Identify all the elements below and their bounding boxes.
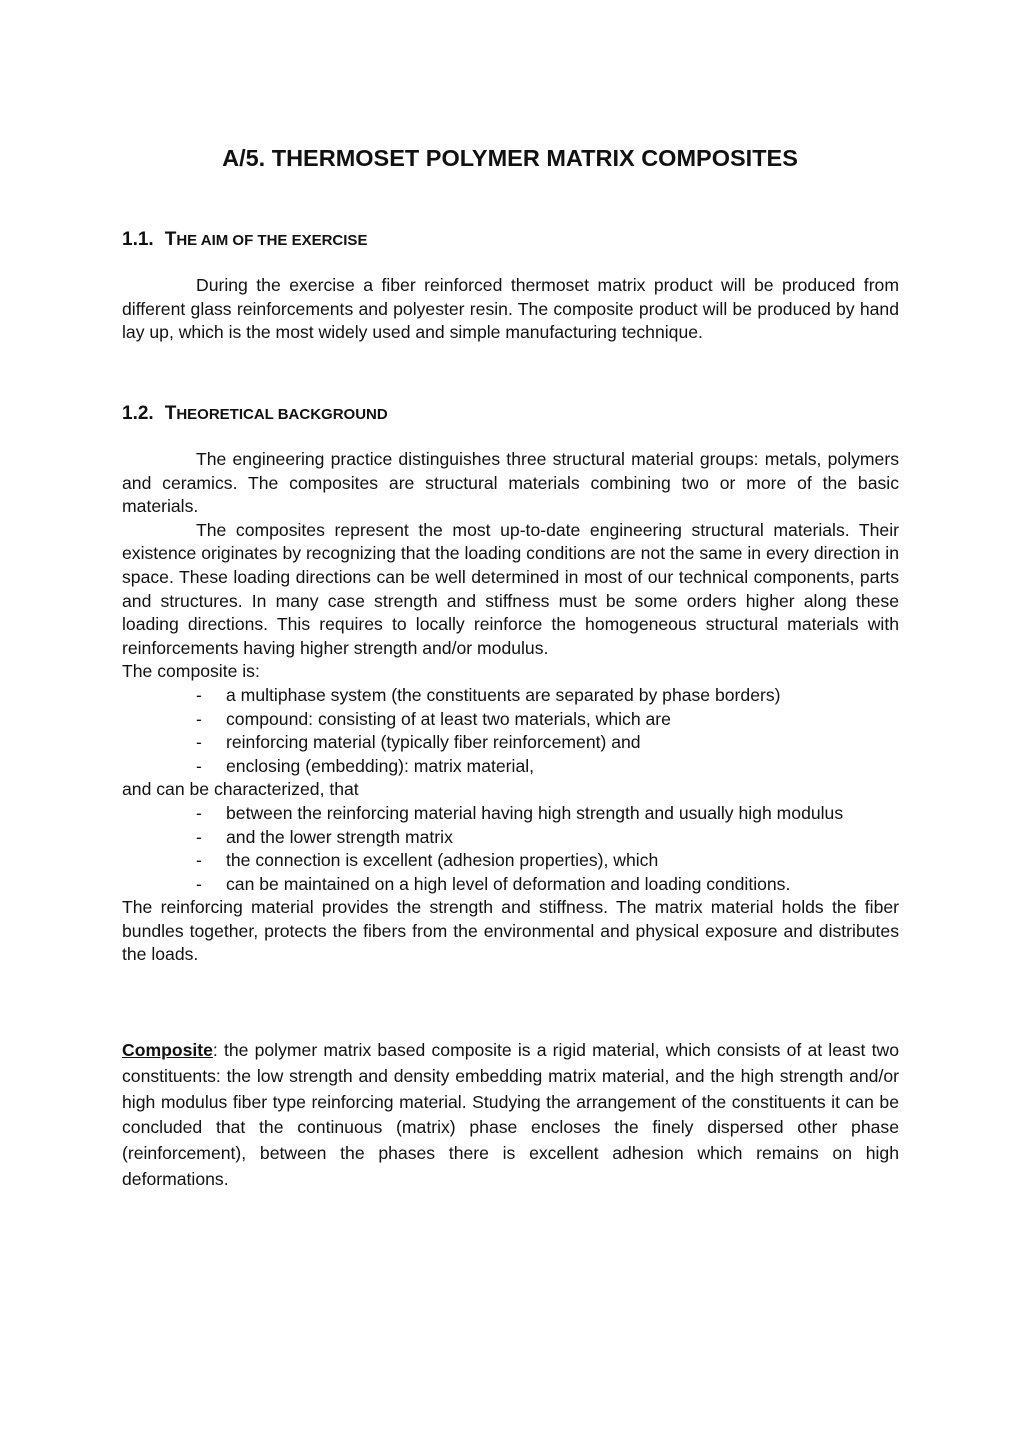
section-background-body (122, 448, 899, 967)
list-dash: - (196, 802, 202, 823)
list-item-text: reinforcing material (typically fiber reinforcement) and (226, 732, 641, 753)
background-paragraph-1: The engineering practice distinguishes three structural material groups: metals, polymers and ceramics. The composites are structural materials combining two or more of the basic materials. (122, 449, 899, 517)
list-dash: - (196, 708, 202, 729)
list-item-text: and the lower strength matrix (226, 826, 453, 847)
composite-properties-list (122, 684, 899, 778)
section-heading-background (122, 403, 388, 425)
aim-paragraph: During the exercise a fiber reinforced thermoset matrix product will be produced from different glass reinforcements and polyester resin. The composite product will be produced by hand lay up, which is the most widely used and simple manufacturing technique. (122, 275, 899, 343)
list-dash: - (196, 755, 202, 776)
composite-definition (122, 1038, 899, 1193)
list-dash: - (196, 684, 202, 705)
list-item-text: a multiphase system (the constituents are separated by phase borders) (226, 684, 781, 705)
list-item-text: enclosing (embedding): matrix material, (226, 755, 535, 776)
list-item-text: compound: consisting of at least two materials, which are (226, 708, 671, 729)
list-item (122, 731, 899, 755)
section-heading-initial: T (164, 229, 177, 250)
list-item-text: can be maintained on a high level of deformation and loading conditions. (226, 873, 791, 894)
definition-term: Composite (122, 1040, 213, 1060)
list-bridge: and can be characterized, that (122, 779, 359, 800)
list-dash: - (196, 732, 202, 753)
list-item (122, 849, 899, 873)
definition-text: : the polymer matrix based composite is a rigid material, which consists of at least two constituents: the low strength and density embedding matrix material, and the high strength and/or high modulus fiber type reinforcing material. Studying the arrangement of the constituents it can be concluded that the continuous (matrix) phase encloses the finely dispersed other phase (reinforcement), between the phases there is excellent adhesion which remains on high deformations. (122, 1040, 899, 1189)
section-heading-aim (122, 229, 367, 251)
list-item (122, 708, 899, 732)
list-item (122, 873, 899, 897)
list-item-text: the connection is excellent (adhesion properties), which (226, 850, 659, 871)
list-item (122, 826, 899, 850)
section-aim-body (122, 274, 899, 345)
list-dash: - (196, 826, 202, 847)
section-number: 1.1. (122, 229, 154, 250)
list-item (122, 755, 899, 779)
list-dash: - (196, 850, 202, 871)
background-paragraph-2: The composites represent the most up-to-date engineering structural materials. Their existence originates by recognizing that the loading conditions are not the same in every direction in space. These loading directions can be well determined in most of our technical components, parts and structures. In many case strength and stiffness must be some orders higher along these loading directions. This requires to locally reinforce the homogeneous structural materials with reinforcements having higher strength and/or modulus. (122, 519, 899, 658)
list-intro: The composite is: (122, 661, 260, 682)
page-title: A/5. THERMOSET POLYMER MATRIX COMPOSITES (222, 145, 798, 171)
section-number: 1.2. (122, 403, 154, 424)
list-item (122, 802, 899, 826)
section-heading-initial: T (164, 403, 177, 424)
section-heading-text: HEORETICAL BACKGROUND (176, 406, 388, 423)
list-item (122, 684, 899, 708)
composite-characteristics-list (122, 802, 899, 896)
section-heading-text: HE AIM OF THE EXERCISE (176, 232, 368, 249)
background-paragraph-3: The reinforcing material provides the strength and stiffness. The matrix material holds the fiber bundles together, protects the fibers from the environmental and physical exposure and distributes the loads. (122, 897, 899, 965)
list-dash: - (196, 873, 202, 894)
list-item-text: between the reinforcing material having high strength and usually high modulus (226, 802, 844, 823)
